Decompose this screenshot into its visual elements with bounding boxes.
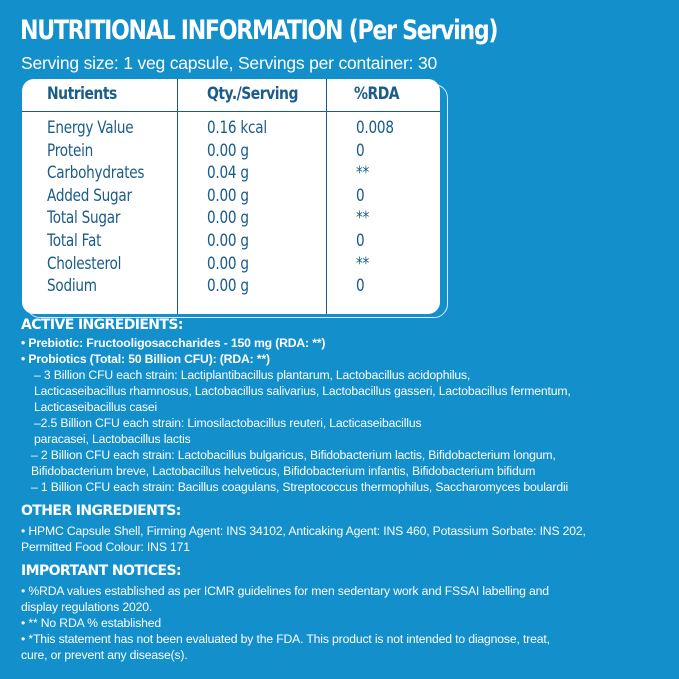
nutrient-rda: ** xyxy=(356,253,370,274)
nutrient-rda: 0 xyxy=(356,230,365,251)
nutrient-qty: 0.00 g xyxy=(207,253,249,274)
table-row xyxy=(22,230,440,253)
strain-3b-line-cont: Lacticaseibacillus casei xyxy=(34,400,158,414)
serving-info: Serving size: 1 veg capsule, Servings per container: 30 xyxy=(21,53,438,73)
strain-2b-line: – 2 Billion CFU each strain: Lactobacillus bulgaricus, Bifidobacterium lactis, Bifidobacterium longum, xyxy=(31,448,556,462)
nutrient-name: Sodium xyxy=(47,276,97,297)
header-qty: Qty./Serving xyxy=(207,84,298,104)
nutrient-name: Total Sugar xyxy=(47,208,121,229)
probiotics-line: • Probiotics (Total: 50 Billion CFU): (RDA: **) xyxy=(21,352,270,366)
nutrient-qty: 0.00 g xyxy=(207,276,249,297)
strain-3b-line-cont: Lacticaseibacillus rhamnosus, Lactobacillus salivarius, Lactobacillus gasseri, Lactobacillus fermentum, xyxy=(34,384,571,398)
strain-2-5b-line: –2.5 Billion CFU each strain: Limosilactobacillus reuteri, Lacticaseibacillus xyxy=(34,416,422,430)
other-ingredients-line: • HPMC Capsule Shell, Firming Agent: INS 34102, Anticaking Agent: INS 460, Potassium Sorbate: INS 202, xyxy=(21,524,586,538)
nutrient-qty: 0.00 g xyxy=(207,230,249,251)
page-title: NUTRITIONAL INFORMATION (Per Serving) xyxy=(20,15,498,46)
header-rda: %RDA xyxy=(354,84,400,104)
nutrient-qty: 0.04 g xyxy=(207,163,249,184)
header-divider xyxy=(22,111,440,112)
strain-1b-line: – 1 Billion CFU each strain: Bacillus coagulans, Streptococcus thermophilus, Saccharomyces boulardii xyxy=(31,480,569,494)
nutrient-qty: 0.00 g xyxy=(207,185,249,206)
table-row xyxy=(22,162,440,185)
header-nutrients: Nutrients xyxy=(47,84,117,104)
notice-fda-line: • *This statement has not been evaluated by the FDA. This product is not intended to diagnose, treat, xyxy=(21,632,550,646)
table-header xyxy=(22,82,440,110)
nutrient-rda: 0.008 xyxy=(356,118,394,138)
nutrient-rda: ** xyxy=(356,163,370,184)
table-row xyxy=(22,253,440,276)
nutrient-name: Protein xyxy=(47,140,93,161)
notice-rda-line: • %RDA values established as per ICMR guidelines for men sedentary work and FSSAI labelling and xyxy=(21,584,549,598)
notice-rda-line-cont: display regulations 2020. xyxy=(21,600,153,614)
nutrient-rda: ** xyxy=(356,208,370,229)
table-row xyxy=(22,185,440,208)
nutrient-qty: 0.00 g xyxy=(207,140,249,161)
nutrient-rda: 0 xyxy=(356,185,365,206)
notice-fda-line-cont: cure, or prevent any disease(s). xyxy=(21,648,188,662)
nutrient-rda: 0 xyxy=(356,140,365,161)
table-row xyxy=(22,207,440,230)
nutrient-name: Carbohydrates xyxy=(47,163,145,184)
table-body xyxy=(22,117,440,298)
strain-2-5b-line-cont: paracasei, Lactobacillus lactis xyxy=(34,432,191,446)
table-row xyxy=(22,140,440,163)
notice-no-rda-line: • ** No RDA % established xyxy=(21,616,162,630)
strain-3b-line: – 3 Billion CFU each strain: Lactiplantibacillus plantarum, Lactobacillus acidophilus, xyxy=(34,368,471,382)
prebiotic-line: • Prebiotic: Fructooligosaccharides - 150 mg (RDA: **) xyxy=(21,336,326,350)
table-row xyxy=(22,117,440,140)
nutrient-name: Energy Value xyxy=(47,118,134,138)
nutrient-rda: 0 xyxy=(356,276,365,297)
nutrient-name: Total Fat xyxy=(47,230,102,251)
nutrient-qty: 0.00 g xyxy=(207,208,249,229)
important-notices-heading: IMPORTANT NOTICES: xyxy=(21,563,181,579)
nutrient-name: Cholesterol xyxy=(47,253,122,274)
nutrition-table xyxy=(22,79,440,314)
nutrient-name: Added Sugar xyxy=(47,185,132,206)
active-ingredients-heading: ACTIVE INGREDIENTS: xyxy=(21,317,183,333)
strain-2b-line-cont: Bifidobacterium breve, Lactobacillus helveticus, Bifidobacterium infantis, Bifidobacterium bifidum xyxy=(31,464,536,478)
other-ingredients-heading: OTHER INGREDIENTS: xyxy=(21,503,181,519)
table-row xyxy=(22,275,440,298)
other-ingredients-line-cont: Permitted Food Colour: INS 171 xyxy=(21,540,190,554)
nutrient-qty: 0.16 kcal xyxy=(207,118,267,138)
